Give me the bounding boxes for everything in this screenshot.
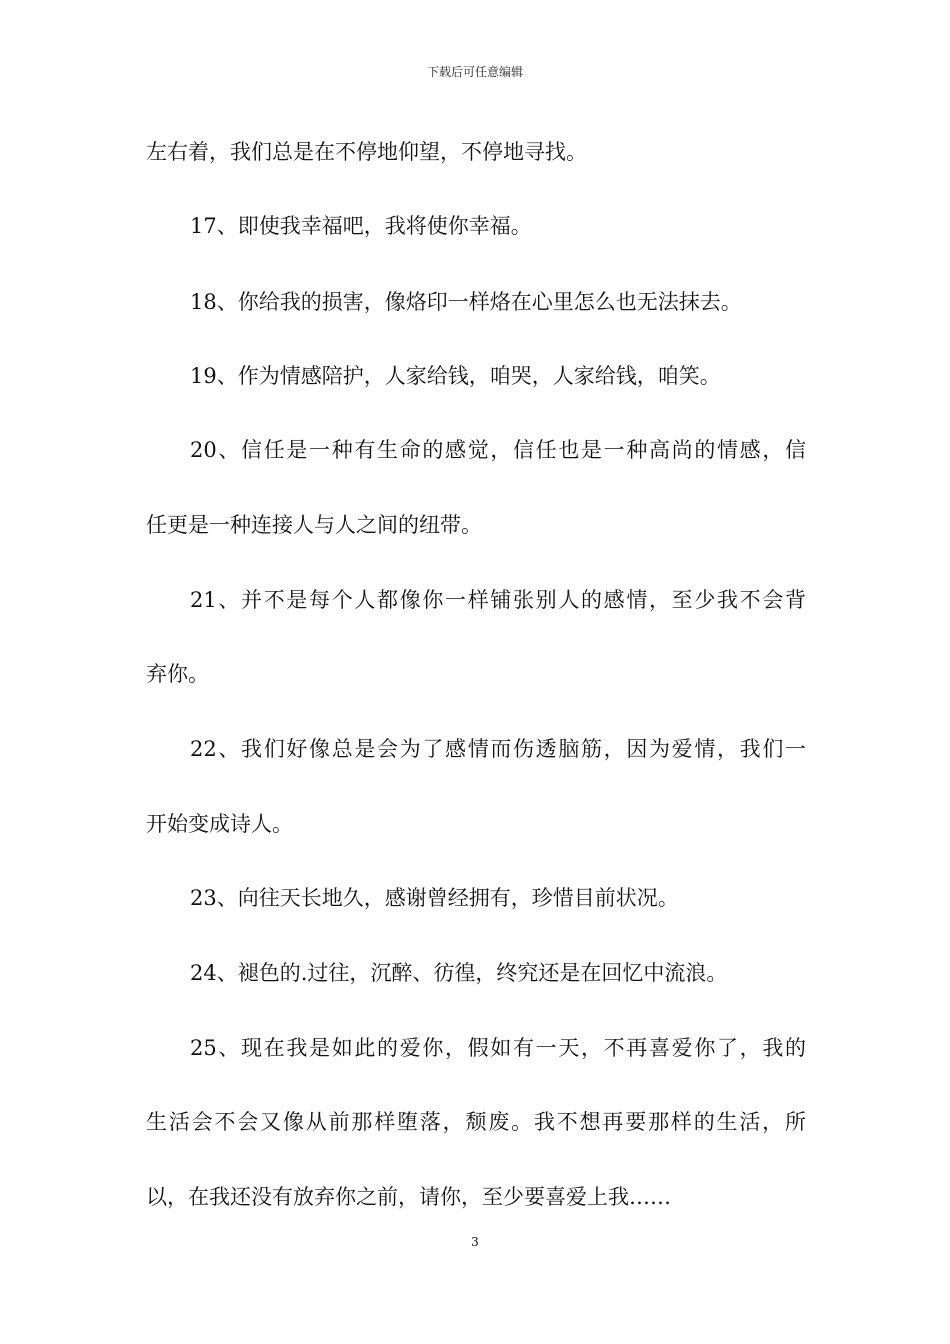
text-line: 21、并不是每个人都像你一样铺张别人的感情，至少我不会背: [190, 588, 806, 612]
text-line: 弃你。: [146, 662, 209, 686]
text-line: 生活会不会又像从前那样堕落，颓废。我不想再要那样的生活，所: [146, 1110, 806, 1134]
text-line: 22、我们好像总是会为了感情而伤透脑筋，因为爱情，我们一: [190, 737, 806, 761]
text-line: 任更是一种连接人与人之间的纽带。: [146, 513, 482, 537]
text-line: 17、即使我幸福吧，我将使你幸福。: [190, 214, 532, 238]
text-line: 23、向往天长地久，感谢曾经拥有，珍惜目前状况。: [190, 886, 679, 910]
text-line: 以，在我还没有放弃你之前，请你，至少要喜爱上我……: [146, 1185, 671, 1209]
text-line: 24、褪色的.过往，沉醉、彷徨，终究还是在回忆中流浪。: [190, 961, 728, 985]
page-number: 3: [471, 1235, 479, 1249]
text-line: 20、信任是一种有生命的感觉，信任也是一种高尚的情感，信: [190, 438, 806, 462]
text-line: 左右着，我们总是在不停地仰望，不停地寻找。: [146, 140, 587, 164]
text-line: 25、现在我是如此的爱你，假如有一天，不再喜爱你了，我的: [190, 1036, 806, 1060]
text-line: 开始变成诗人。: [146, 812, 293, 836]
text-line: 19、作为情感陪护，人家给钱，咱哭，人家给钱，咱笑。: [190, 364, 721, 388]
page-header: 下载后可任意编辑: [426, 65, 523, 79]
text-line: 18、你给我的损害，像烙印一样烙在心里怎么也无法抹去。: [190, 290, 742, 314]
